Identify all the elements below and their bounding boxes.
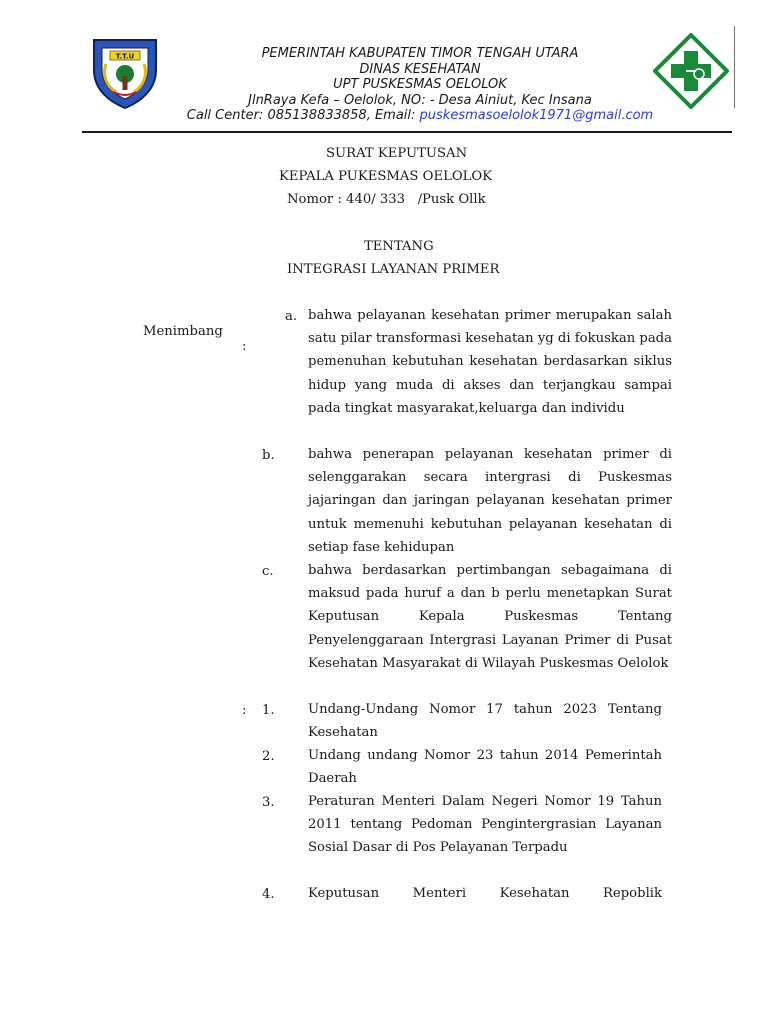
letterhead — [160, 46, 680, 124]
emblem-text: T.T.U — [115, 52, 135, 61]
consideration-c-text: bahwa berdasarkan pertimbangan sebagaimana di maksud pada huruf a dan b perlu menetapkan Surat Keputusan Kepala Puskesmas Tentang Penyelenggaraan Intergrasi Layanan Primer di Pusat Kesehatan Masyarakat di Wilayah Puskesmas Oelolok — [308, 563, 672, 671]
regency-emblem-logo — [88, 36, 162, 110]
consideration-a-text: bahwa pelayanan kesehatan primer merupakan salah satu pilar transformasi kesehatan yg di fokuskan pada pemenuhan kebutuhan kesehatan berdasarkan siklus hidup yang muda di akses dan terjangkau sampai pada tingkat masyarakat,keluarga dan individu — [308, 308, 672, 416]
reference-4-text: Keputusan Menteri Kesehatan Repoblik — [308, 886, 662, 901]
address-line: JlnRaya Kefa – Oelolok, NO: - Desa Ainiut, Kec Insana — [248, 92, 592, 108]
reference-3-text: Peraturan Menteri Dalam Negeri Nomor 19 Tahun 2011 tentang Pedoman Pengintergrasian Layanan Sosial Dasar di Pos Pelayanan Terpadu — [308, 794, 662, 856]
list-marker: a. — [285, 309, 298, 324]
list-marker: 3. — [262, 795, 275, 810]
list-marker: 2. — [262, 749, 275, 764]
letterhead-divider — [82, 131, 732, 133]
reference-2-text: Undang undang Nomor 23 tahun 2014 Pemerintah Daerah — [308, 748, 662, 787]
department-name: DINAS KESEHATAN — [359, 61, 481, 77]
consideration-b-text: bahwa penerapan pelayanan kesehatan primer di selenggarakan secara intergrasi di Puskesmas jajaringan dan jaringan pelayanan kesehatan primer untuk memenuhi kebutuhan pelayanan kesehatan di setiap fase kehidupan — [308, 447, 672, 555]
decree-issuer: KEPALA PUKESMAS OELOLOK — [279, 169, 493, 184]
health-cross-logo — [653, 33, 729, 109]
about-heading: TENTANG — [364, 239, 434, 254]
decree-subject: INTEGRASI LAYANAN PRIMER — [287, 262, 500, 277]
list-marker: 4. — [262, 887, 275, 902]
decree-title: SURAT KEPUTUSAN — [326, 146, 468, 161]
list-marker: c. — [262, 564, 274, 579]
reference-1-text: Undang-Undang Nomor 17 tahun 2023 Tentang Kesehatan — [308, 702, 662, 741]
list-marker: b. — [262, 448, 275, 463]
contact-line — [160, 108, 680, 124]
decree-number: Nomor : 440/ 333 /Pusk Ollk — [287, 192, 486, 207]
menimbang-label: Menimbang — [143, 324, 223, 339]
unit-name: UPT PUSKESMAS OELOLOK — [333, 77, 507, 92]
menimbang-colon: : — [242, 339, 247, 354]
contact-prefix: Call Center: 085138833858, Email: — [186, 108, 420, 123]
header-vertical-divider — [734, 26, 735, 108]
email-link[interactable]: puskesmasoelolok1971@gmail.com — [419, 108, 654, 123]
mengingat-colon: : — [242, 703, 247, 718]
list-marker: 1. — [262, 703, 275, 718]
government-name: PEMERINTAH KABUPATEN TIMOR TENGAH UTARA — [261, 46, 579, 61]
